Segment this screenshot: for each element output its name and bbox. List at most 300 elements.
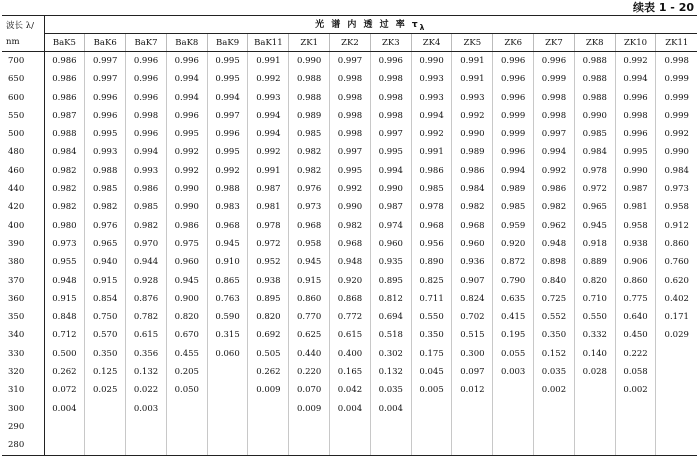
value-cell: 0.991: [411, 143, 452, 161]
value-cell: 0.987: [615, 180, 656, 198]
value-cell: 0.958: [656, 198, 697, 216]
value-cell: 0.988: [574, 89, 615, 107]
value-cell: 0.770: [289, 308, 330, 326]
value-cell: 0.984: [574, 143, 615, 161]
value-cell: 0.895: [248, 290, 289, 308]
value-cell: 0.003: [126, 400, 167, 418]
glass-header: ZK11: [656, 34, 697, 52]
value-cell: 0.918: [574, 235, 615, 253]
value-cell: 0.028: [574, 363, 615, 381]
value-cell: 0.996: [493, 89, 534, 107]
table-row: [2, 162, 697, 180]
value-cell: 0.991: [452, 70, 493, 88]
value-cell: 0.938: [615, 235, 656, 253]
group-title-text: 光 谱 内 透 过 率 τ: [315, 20, 420, 31]
value-cell: 0.790: [493, 272, 534, 290]
value-cell: 0.990: [370, 180, 411, 198]
value-cell: [656, 381, 697, 399]
value-cell: 0.400: [330, 345, 371, 363]
value-cell: 0.987: [44, 107, 85, 125]
value-cell: 0.992: [615, 52, 656, 71]
value-cell: 0.960: [452, 235, 493, 253]
value-cell: 0.992: [248, 70, 289, 88]
value-cell: 0.959: [493, 217, 534, 235]
value-cell: 0.972: [574, 180, 615, 198]
wavelength-header: [2, 16, 44, 34]
value-cell: [493, 436, 534, 455]
value-cell: [534, 436, 575, 455]
value-cell: [207, 400, 248, 418]
value-cell: 0.996: [126, 70, 167, 88]
wavelength-cell: 460: [2, 162, 44, 180]
table-row: [2, 70, 697, 88]
value-cell: 0.045: [411, 363, 452, 381]
value-cell: 0.988: [574, 52, 615, 71]
header-row-group: [2, 16, 697, 34]
value-cell: 0.999: [534, 70, 575, 88]
value-cell: 0.994: [166, 70, 207, 88]
value-cell: 0.910: [207, 253, 248, 271]
value-cell: 0.005: [411, 381, 452, 399]
value-cell: 0.992: [656, 125, 697, 143]
value-cell: 0.775: [615, 290, 656, 308]
value-cell: [615, 418, 656, 436]
table-row: [2, 125, 697, 143]
value-cell: [574, 400, 615, 418]
value-cell: 0.980: [44, 217, 85, 235]
wavelength-cell: 420: [2, 198, 44, 216]
value-cell: 0.990: [411, 52, 452, 71]
value-cell: 0.763: [207, 290, 248, 308]
value-cell: 0.987: [370, 198, 411, 216]
wavelength-cell: 290: [2, 418, 44, 436]
value-cell: 0.986: [452, 162, 493, 180]
value-cell: [574, 381, 615, 399]
value-cell: 0.996: [493, 52, 534, 71]
value-cell: 0.994: [411, 107, 452, 125]
value-cell: 0.945: [207, 235, 248, 253]
value-cell: [452, 418, 493, 436]
wavelength-label: 波长 λ/: [6, 20, 34, 31]
value-cell: 0.824: [452, 290, 493, 308]
value-cell: 0.990: [330, 198, 371, 216]
value-cell: 0.132: [126, 363, 167, 381]
value-cell: 0.982: [126, 217, 167, 235]
value-cell: 0.996: [126, 52, 167, 71]
value-cell: 0.997: [370, 125, 411, 143]
value-cell: 0.998: [615, 107, 656, 125]
value-cell: 0.552: [534, 308, 575, 326]
value-cell: 0.994: [248, 125, 289, 143]
value-cell: [85, 418, 126, 436]
value-cell: 0.944: [126, 253, 167, 271]
value-cell: 0.972: [248, 235, 289, 253]
wavelength-cell: 300: [2, 400, 44, 418]
value-cell: 0.998: [370, 107, 411, 125]
value-cell: 0.994: [534, 143, 575, 161]
value-cell: [656, 363, 697, 381]
value-cell: 0.994: [207, 89, 248, 107]
value-cell: [248, 400, 289, 418]
value-cell: [289, 436, 330, 455]
value-cell: 0.402: [656, 290, 697, 308]
value-cell: 0.999: [656, 89, 697, 107]
value-cell: 0.854: [85, 290, 126, 308]
value-cell: [207, 363, 248, 381]
value-cell: 0.968: [207, 217, 248, 235]
value-cell: 0.009: [289, 400, 330, 418]
value-cell: 0.992: [411, 125, 452, 143]
value-cell: 0.978: [411, 198, 452, 216]
value-cell: 0.300: [452, 345, 493, 363]
value-cell: 0.998: [656, 52, 697, 71]
value-cell: 0.945: [166, 272, 207, 290]
value-cell: 0.998: [370, 89, 411, 107]
value-cell: 0.003: [493, 363, 534, 381]
value-cell: 0.982: [289, 162, 330, 180]
wavelength-cell: 700: [2, 52, 44, 71]
value-cell: 0.009: [248, 381, 289, 399]
value-cell: 0.995: [207, 52, 248, 71]
value-cell: [656, 400, 697, 418]
value-cell: 0.997: [207, 107, 248, 125]
value-cell: [615, 400, 656, 418]
value-cell: [534, 400, 575, 418]
value-cell: 0.996: [85, 89, 126, 107]
table-row: [2, 52, 697, 71]
value-cell: 0.042: [330, 381, 371, 399]
value-cell: 0.812: [370, 290, 411, 308]
value-cell: 0.988: [44, 125, 85, 143]
value-cell: [44, 418, 85, 436]
header-row-glass: [2, 34, 697, 52]
value-cell: [411, 400, 452, 418]
value-cell: 0.262: [248, 363, 289, 381]
wavelength-cell: 550: [2, 107, 44, 125]
value-cell: 0.332: [574, 326, 615, 344]
value-cell: 0.997: [330, 143, 371, 161]
value-cell: 0.973: [656, 180, 697, 198]
value-cell: 0.994: [493, 162, 534, 180]
value-cell: [411, 436, 452, 455]
table-row: [2, 143, 697, 161]
value-cell: 0.986: [126, 180, 167, 198]
value-cell: 0.998: [330, 107, 371, 125]
value-cell: 0.974: [370, 217, 411, 235]
value-cell: 0.907: [452, 272, 493, 290]
value-cell: 0.635: [493, 290, 534, 308]
value-cell: 0.965: [85, 235, 126, 253]
value-cell: 0.982: [330, 217, 371, 235]
value-cell: 0.993: [85, 143, 126, 161]
value-cell: 0.986: [534, 180, 575, 198]
table-row: [2, 253, 697, 271]
value-cell: 0.955: [44, 253, 85, 271]
value-cell: 0.825: [411, 272, 452, 290]
value-cell: 0.998: [534, 89, 575, 107]
table-row: [2, 418, 697, 436]
value-cell: 0.936: [452, 253, 493, 271]
value-cell: 0.968: [289, 217, 330, 235]
value-cell: 0.994: [166, 89, 207, 107]
value-cell: 0.915: [85, 272, 126, 290]
value-cell: 0.986: [44, 89, 85, 107]
value-cell: [126, 418, 167, 436]
value-cell: 0.993: [126, 162, 167, 180]
wavelength-cell: 480: [2, 143, 44, 161]
value-cell: 0.711: [411, 290, 452, 308]
value-cell: 0.996: [493, 70, 534, 88]
value-cell: 0.982: [534, 198, 575, 216]
value-cell: 0.989: [493, 180, 534, 198]
value-cell: 0.920: [493, 235, 534, 253]
glass-header: ZK3: [370, 34, 411, 52]
table-row: [2, 290, 697, 308]
value-cell: [370, 436, 411, 455]
value-cell: 0.171: [656, 308, 697, 326]
value-cell: 0.702: [452, 308, 493, 326]
value-cell: 0.004: [44, 400, 85, 418]
value-cell: 0.072: [44, 381, 85, 399]
value-cell: 0.055: [493, 345, 534, 363]
value-cell: 0.165: [330, 363, 371, 381]
value-cell: 0.996: [126, 125, 167, 143]
value-cell: 0.998: [330, 125, 371, 143]
group-title: [44, 16, 697, 34]
value-cell: [330, 436, 371, 455]
value-cell: [248, 436, 289, 455]
value-cell: 0.915: [44, 290, 85, 308]
value-cell: 0.996: [370, 52, 411, 71]
value-cell: 0.050: [166, 381, 207, 399]
value-cell: 0.986: [44, 70, 85, 88]
value-cell: 0.440: [289, 345, 330, 363]
table-row: [2, 235, 697, 253]
table-body: [2, 52, 697, 456]
group-title-subscript: λ: [419, 22, 427, 32]
value-cell: 0.710: [574, 290, 615, 308]
value-cell: [411, 418, 452, 436]
value-cell: 0.990: [166, 180, 207, 198]
value-cell: 0.570: [85, 326, 126, 344]
glass-header: BaK11: [248, 34, 289, 52]
value-cell: 0.988: [289, 89, 330, 107]
value-cell: 0.995: [166, 125, 207, 143]
value-cell: 0.550: [411, 308, 452, 326]
value-cell: 0.035: [370, 381, 411, 399]
value-cell: 0.988: [574, 70, 615, 88]
wavelength-cell: 340: [2, 326, 44, 344]
value-cell: 0.988: [85, 162, 126, 180]
value-cell: [370, 418, 411, 436]
value-cell: 0.988: [289, 70, 330, 88]
value-cell: [207, 381, 248, 399]
value-cell: 0.725: [534, 290, 575, 308]
wavelength-unit: [2, 34, 44, 52]
value-cell: [574, 418, 615, 436]
value-cell: 0.973: [289, 198, 330, 216]
value-cell: 0.350: [85, 345, 126, 363]
value-cell: 0.986: [411, 162, 452, 180]
value-cell: 0.998: [370, 70, 411, 88]
value-cell: 0.356: [126, 345, 167, 363]
value-cell: 0.945: [574, 217, 615, 235]
wavelength-unit-text: nm: [6, 37, 20, 48]
transmittance-table: [2, 15, 697, 456]
value-cell: 0.992: [452, 107, 493, 125]
value-cell: [44, 436, 85, 455]
table-row: [2, 198, 697, 216]
value-cell: 0.889: [574, 253, 615, 271]
value-cell: 0.712: [44, 326, 85, 344]
value-cell: 0.820: [248, 308, 289, 326]
value-cell: 0.997: [85, 70, 126, 88]
value-cell: 0.990: [656, 143, 697, 161]
value-cell: 0.968: [411, 217, 452, 235]
value-cell: 0.995: [330, 162, 371, 180]
value-cell: 0.982: [452, 198, 493, 216]
value-cell: 0.996: [534, 52, 575, 71]
value-cell: 0.002: [534, 381, 575, 399]
value-cell: 0.970: [126, 235, 167, 253]
wavelength-cell: 600: [2, 89, 44, 107]
table-row: [2, 326, 697, 344]
value-cell: 0.070: [289, 381, 330, 399]
value-cell: 0.995: [207, 143, 248, 161]
value-cell: 0.860: [615, 272, 656, 290]
glass-header: ZK2: [330, 34, 371, 52]
value-cell: 0.029: [656, 326, 697, 344]
glass-header: BaK8: [166, 34, 207, 52]
value-cell: 0.982: [44, 180, 85, 198]
value-cell: 0.990: [289, 52, 330, 71]
value-cell: 0.998: [330, 70, 371, 88]
value-cell: 0.928: [126, 272, 167, 290]
value-cell: 0.772: [330, 308, 371, 326]
value-cell: 0.620: [656, 272, 697, 290]
value-cell: 0.935: [370, 253, 411, 271]
value-cell: 0.898: [534, 253, 575, 271]
value-cell: 0.022: [126, 381, 167, 399]
value-cell: 0.984: [44, 143, 85, 161]
value-cell: 0.518: [370, 326, 411, 344]
value-cell: 0.958: [289, 235, 330, 253]
value-cell: 0.860: [656, 235, 697, 253]
value-cell: [656, 345, 697, 363]
value-cell: 0.999: [656, 70, 697, 88]
table-row: [2, 217, 697, 235]
value-cell: 0.995: [370, 143, 411, 161]
value-cell: 0.976: [289, 180, 330, 198]
value-cell: 0.985: [85, 180, 126, 198]
value-cell: [615, 436, 656, 455]
value-cell: 0.912: [656, 217, 697, 235]
value-cell: 0.615: [330, 326, 371, 344]
value-cell: 0.175: [411, 345, 452, 363]
value-cell: 0.996: [615, 125, 656, 143]
glass-header: ZK4: [411, 34, 452, 52]
value-cell: [85, 400, 126, 418]
wavelength-cell: 390: [2, 235, 44, 253]
value-cell: 0.997: [85, 52, 126, 71]
value-cell: 0.968: [330, 235, 371, 253]
value-cell: 0.996: [126, 89, 167, 107]
value-cell: 0.670: [166, 326, 207, 344]
value-cell: 0.986: [166, 217, 207, 235]
value-cell: 0.550: [574, 308, 615, 326]
glass-header: BaK5: [44, 34, 85, 52]
value-cell: [452, 400, 493, 418]
value-cell: 0.968: [452, 217, 493, 235]
value-cell: 0.948: [534, 235, 575, 253]
value-cell: 0.750: [85, 308, 126, 326]
value-cell: 0.590: [207, 308, 248, 326]
value-cell: 0.999: [493, 107, 534, 125]
wavelength-cell: 350: [2, 308, 44, 326]
value-cell: 0.895: [370, 272, 411, 290]
value-cell: 0.993: [411, 70, 452, 88]
value-cell: 0.981: [615, 198, 656, 216]
wavelength-cell: 500: [2, 125, 44, 143]
value-cell: [126, 436, 167, 455]
value-cell: 0.195: [493, 326, 534, 344]
value-cell: 0.692: [248, 326, 289, 344]
value-cell: 0.890: [411, 253, 452, 271]
value-cell: 0.995: [85, 125, 126, 143]
glass-header: BaK6: [85, 34, 126, 52]
value-cell: 0.992: [207, 162, 248, 180]
value-cell: 0.872: [493, 253, 534, 271]
table-caption: 续表 1 - 20: [632, 1, 694, 14]
value-cell: 0.981: [248, 198, 289, 216]
glass-header: ZK8: [574, 34, 615, 52]
value-cell: 0.962: [534, 217, 575, 235]
wavelength-cell: 360: [2, 290, 44, 308]
glass-header: ZK7: [534, 34, 575, 52]
glass-header: BaK7: [126, 34, 167, 52]
value-cell: 0.060: [207, 345, 248, 363]
value-cell: 0.992: [166, 162, 207, 180]
value-cell: [207, 418, 248, 436]
value-cell: 0.455: [166, 345, 207, 363]
value-cell: 0.865: [207, 272, 248, 290]
value-cell: 0.978: [574, 162, 615, 180]
glass-header: BaK9: [207, 34, 248, 52]
value-cell: 0.002: [615, 381, 656, 399]
value-cell: 0.956: [411, 235, 452, 253]
value-cell: 0.820: [574, 272, 615, 290]
value-cell: 0.995: [207, 70, 248, 88]
value-cell: 0.988: [207, 180, 248, 198]
value-cell: 0.990: [166, 198, 207, 216]
value-cell: 0.848: [44, 308, 85, 326]
value-cell: [166, 400, 207, 418]
value-cell: 0.152: [534, 345, 575, 363]
value-cell: 0.058: [615, 363, 656, 381]
wavelength-cell: 370: [2, 272, 44, 290]
value-cell: 0.515: [452, 326, 493, 344]
value-cell: 0.996: [85, 107, 126, 125]
value-cell: [207, 436, 248, 455]
value-cell: 0.640: [615, 308, 656, 326]
value-cell: [248, 418, 289, 436]
value-cell: 0.958: [615, 217, 656, 235]
value-cell: 0.840: [534, 272, 575, 290]
value-cell: 0.973: [44, 235, 85, 253]
value-cell: 0.960: [166, 253, 207, 271]
value-cell: 0.876: [126, 290, 167, 308]
value-cell: 0.012: [452, 381, 493, 399]
